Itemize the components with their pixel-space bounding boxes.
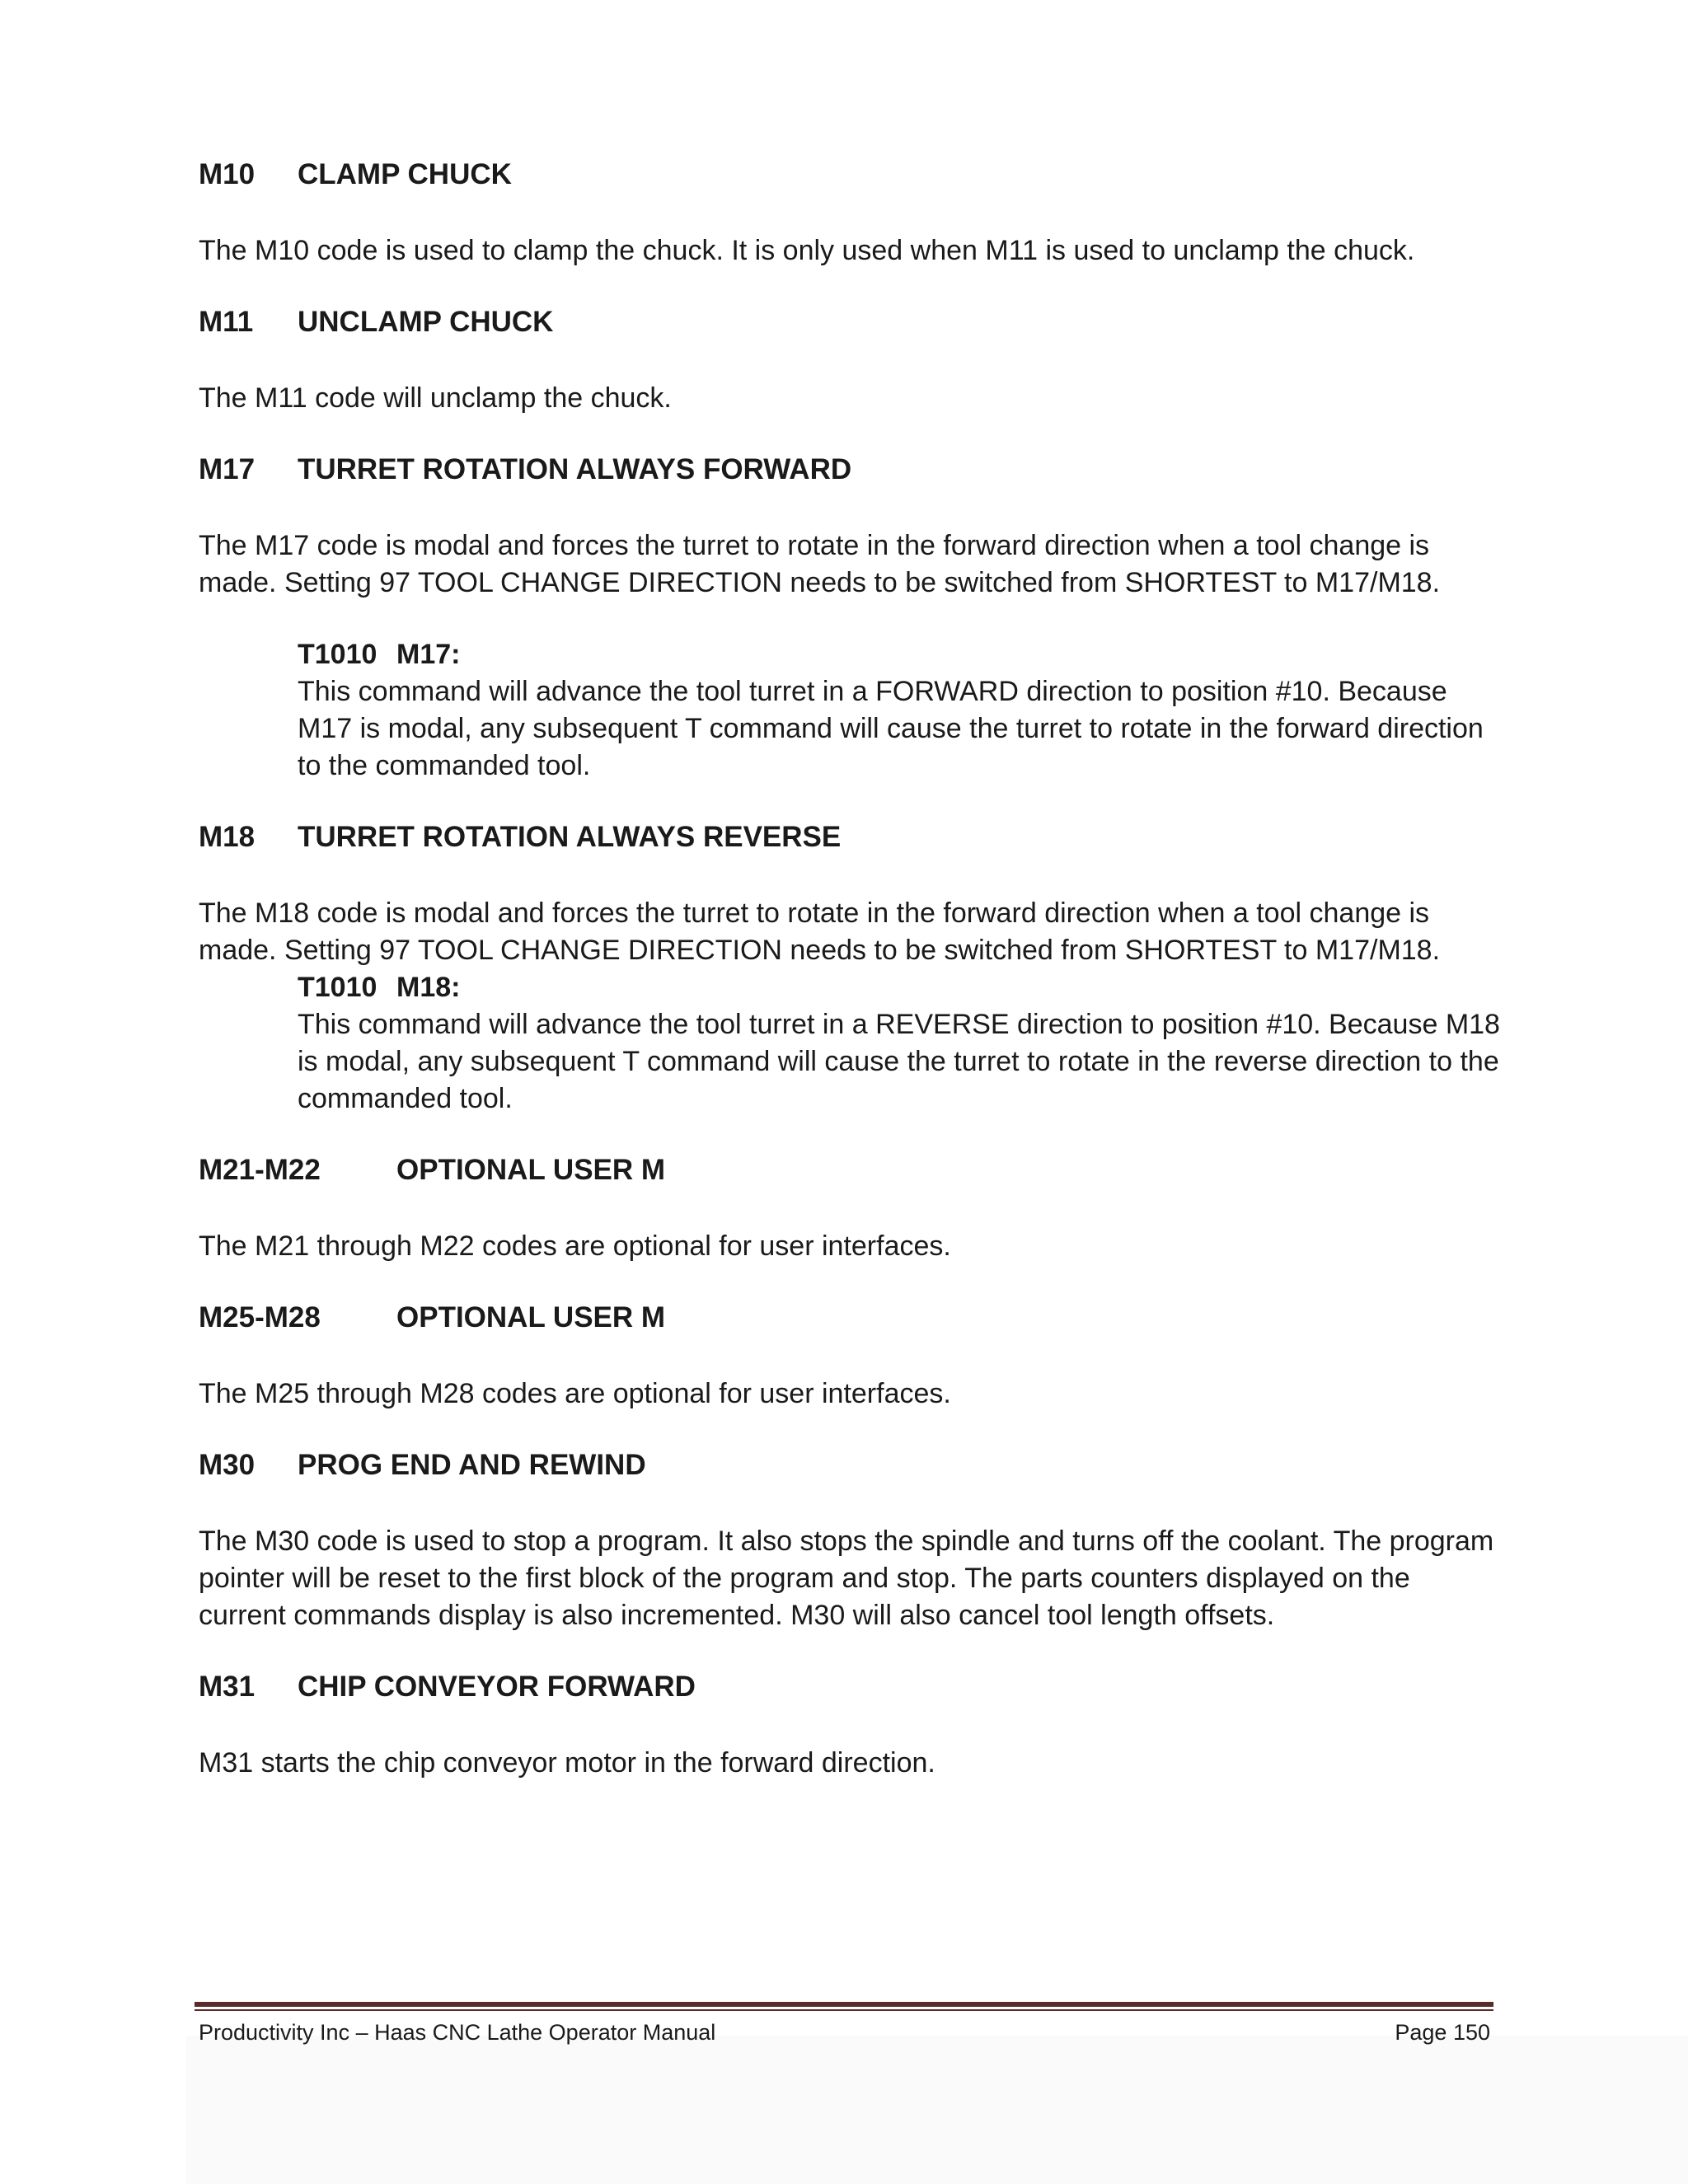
section-title: TURRET ROTATION ALWAYS FORWARD (298, 453, 852, 485)
example-block-m17 (298, 636, 1501, 785)
section-title: TURRET ROTATION ALWAYS REVERSE (298, 821, 842, 853)
section-title: PROG END AND REWIND (298, 1449, 646, 1481)
section-code: M21-M22 (199, 1154, 321, 1186)
section-heading-m21-m22 (199, 1152, 1501, 1188)
section-title: OPTIONAL USER M (396, 1154, 666, 1186)
section-heading-m25-m28 (199, 1300, 1501, 1336)
section-body-m10: The M10 code is used to clamp the chuck. It is only used when M11 is used to unclamp the chuck. (199, 235, 1415, 266)
example-block-m18 (298, 969, 1501, 1118)
footer-rule-thin (195, 2009, 1493, 2011)
footer-page-number: Page 150 (1395, 2020, 1490, 2045)
footer-rule (195, 2002, 1493, 2007)
example-tool: T1010 (298, 639, 377, 670)
example-heading (298, 636, 1501, 673)
section-code: M18 (199, 821, 256, 853)
example-tool: T1010 (298, 972, 377, 1003)
section-heading-m17 (199, 452, 1501, 488)
footer-manual-title: Productivity Inc – Haas CNC Lathe Operator Manual (199, 2020, 716, 2045)
page-bottom-shade (186, 2036, 1688, 2184)
section-code: M31 (199, 1671, 256, 1703)
section-heading-m30 (199, 1447, 1501, 1483)
section-heading-m11 (199, 304, 1501, 340)
section-heading-m18 (199, 819, 1501, 855)
section-code: M17 (199, 453, 256, 485)
section-title: CHIP CONVEYOR FORWARD (298, 1671, 696, 1703)
section-code: M11 (199, 306, 254, 338)
section-body-m11: The M11 code will unclamp the chuck. (199, 382, 672, 414)
example-text: This command will advance the tool turret in a REVERSE direction to position #10. Because M18 is modal, any subsequent T command will cause the turret to rotate in the reverse direction to the commanded tool. (298, 1009, 1500, 1114)
section-code: M25-M28 (199, 1301, 321, 1333)
section-body-m17: The M17 code is modal and forces the turret to rotate in the forward direction when a tool change is made. Setting 97 TOOL CHANGE DIRECTION needs to be switched from SHORTEST to M17/M18. (199, 530, 1441, 598)
section-title: CLAMP CHUCK (298, 158, 512, 190)
section-title: OPTIONAL USER M (396, 1301, 666, 1333)
example-mcode: M18: (396, 972, 461, 1003)
section-code: M10 (199, 158, 256, 190)
example-mcode: M17: (396, 639, 461, 670)
section-body-m21-m22: The M21 through M22 codes are optional for user interfaces. (199, 1230, 951, 1262)
section-body-m25-m28: The M25 through M28 codes are optional for user interfaces. (199, 1378, 951, 1409)
page-content (199, 157, 1501, 1816)
section-heading-m31 (199, 1669, 1501, 1705)
section-body-m30: The M30 code is used to stop a program. It also stops the spindle and turns off the coolant. The program pointer will be reset to the first block of the program and stop. The parts counters displayed on the current commands display is also incremented. M30 will also cancel tool length offsets. (199, 1526, 1494, 1631)
example-text: This command will advance the tool turret in a FORWARD direction to position #10. Because M17 is modal, any subsequent T command will cause the turret to rotate in the forward direction to the commanded tool. (298, 676, 1484, 781)
section-title: UNCLAMP CHUCK (298, 306, 554, 338)
section-code: M30 (199, 1449, 256, 1481)
section-body-m31: M31 starts the chip conveyor motor in the forward direction. (199, 1747, 935, 1779)
example-heading (298, 969, 1501, 1006)
section-heading-m10 (199, 157, 1501, 193)
section-body-m18: The M18 code is modal and forces the turret to rotate in the forward direction when a tool change is made. Setting 97 TOOL CHANGE DIRECTION needs to be switched from SHORTEST to M17/M18. (199, 898, 1441, 966)
